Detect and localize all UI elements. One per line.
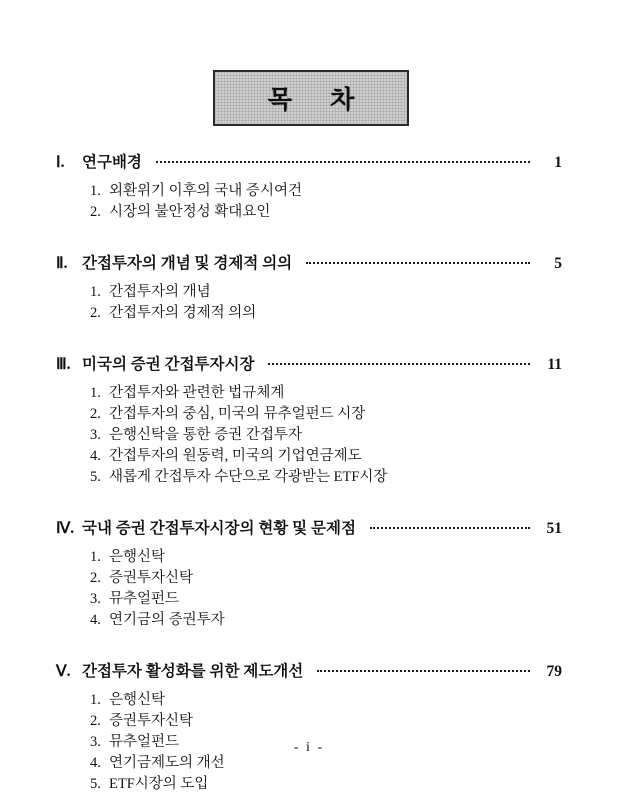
toc-sub-number: 2.	[90, 713, 101, 729]
toc-sub-number: 2.	[90, 406, 101, 422]
toc-sub-number: 3.	[90, 427, 101, 443]
toc-sub-number: 2.	[90, 570, 101, 586]
toc-chapter-number: Ⅱ.	[56, 255, 68, 272]
toc-sub-number: 1.	[90, 284, 101, 300]
spacer	[56, 330, 562, 350]
toc-chapter-heading[interactable]	[56, 516, 562, 538]
toc-entry	[56, 659, 562, 795]
toc-sub-number: 1.	[90, 385, 101, 401]
toc-sub-label: 연기금제도의 개선	[109, 755, 225, 771]
toc-sub-number: 2.	[90, 305, 101, 321]
list-item[interactable]	[90, 568, 562, 589]
toc-sub-label: 은행신탁	[109, 549, 166, 565]
toc-sub-number: 4.	[90, 612, 101, 628]
toc-sublist	[90, 282, 562, 324]
toc-chapter-heading[interactable]	[56, 251, 562, 273]
toc-entry	[56, 150, 562, 223]
toc-sub-label: 뮤추얼펀드	[109, 591, 180, 607]
toc-sub-number: 4.	[90, 448, 101, 464]
toc-chapter-title: 미국의 증권 간접투자시장	[82, 356, 255, 373]
toc-sub-label: 은행신탁을 통한 증권 간접투자	[109, 427, 302, 443]
list-item[interactable]	[90, 774, 562, 795]
toc-sub-label: 증권투자신탁	[109, 570, 194, 586]
toc-sub-number: 3.	[90, 734, 101, 750]
spacer	[56, 637, 562, 657]
toc-chapter-title: 연구배경	[82, 154, 142, 171]
list-item[interactable]	[90, 711, 562, 732]
toc-sublist	[90, 383, 562, 488]
toc-sub-label: 연기금의 증권투자	[109, 612, 225, 628]
toc-chapter-number: Ⅰ.	[56, 154, 65, 171]
toc-entry	[56, 516, 562, 631]
page-title: 목 차	[267, 87, 371, 114]
toc-chapter-title: 간접투자의 개념 및 경제적 의의	[82, 255, 293, 272]
toc-sublist	[90, 181, 562, 223]
list-item[interactable]	[90, 547, 562, 568]
toc-chapter-page: 79	[546, 663, 562, 680]
toc-sub-number: 1.	[90, 549, 101, 565]
table-of-contents	[56, 148, 562, 801]
toc-sublist	[90, 547, 562, 631]
list-item[interactable]	[90, 610, 562, 631]
toc-sub-label: ETF시장의 도입	[109, 776, 209, 792]
toc-chapter-title: 국내 증권 간접투자시장의 현황 및 문제점	[82, 520, 356, 537]
toc-leader-dots	[156, 153, 530, 167]
toc-leader-dots	[268, 355, 530, 369]
toc-chapter-number: Ⅴ.	[56, 663, 71, 680]
toc-sub-label: 시장의 불안정성 확대요인	[109, 204, 271, 220]
toc-entry	[56, 251, 562, 324]
toc-leader-dots	[370, 519, 530, 533]
toc-chapter-number: Ⅳ.	[56, 520, 75, 537]
spacer	[56, 229, 562, 249]
toc-chapter-heading[interactable]	[56, 352, 562, 374]
toc-leader-dots	[306, 254, 530, 268]
list-item[interactable]	[90, 589, 562, 610]
toc-sub-label: 간접투자의 원동력, 미국의 기업연금제도	[109, 448, 362, 464]
list-item[interactable]	[90, 383, 562, 404]
page-footer: - i -	[293, 740, 325, 755]
toc-entry	[56, 352, 562, 488]
toc-chapter-page: 1	[554, 154, 562, 171]
toc-chapter-heading[interactable]	[56, 659, 562, 681]
toc-chapter-page: 5	[554, 255, 562, 272]
list-item[interactable]	[90, 690, 562, 711]
toc-chapter-page: 11	[547, 356, 562, 373]
list-item[interactable]	[90, 303, 562, 324]
list-item[interactable]	[90, 282, 562, 303]
list-item[interactable]	[90, 202, 562, 223]
toc-sub-label: 증권투자신탁	[109, 713, 194, 729]
toc-sub-number: 5.	[90, 469, 101, 485]
toc-sub-label: 간접투자와 관련한 법규체계	[109, 385, 285, 401]
list-item[interactable]	[90, 425, 562, 446]
list-item[interactable]	[90, 446, 562, 467]
toc-sub-label: 새롭게 간접투자 수단으로 각광받는 ETF시장	[109, 469, 388, 485]
toc-sub-number: 1.	[90, 692, 101, 708]
toc-sub-label: 간접투자의 중심, 미국의 뮤추얼펀드 시장	[109, 406, 366, 422]
toc-chapter-number: Ⅲ.	[56, 356, 71, 373]
toc-sub-number: 3.	[90, 591, 101, 607]
toc-chapter-heading[interactable]	[56, 150, 562, 172]
list-item[interactable]	[90, 467, 562, 488]
toc-chapter-page: 51	[546, 520, 562, 537]
list-item[interactable]	[90, 753, 562, 774]
toc-sub-number: 4.	[90, 755, 101, 771]
toc-sub-label: 은행신탁	[109, 692, 166, 708]
toc-leader-dots	[317, 662, 530, 676]
toc-sub-number: 2.	[90, 204, 101, 220]
spacer	[56, 494, 562, 514]
toc-sub-number: 5.	[90, 776, 101, 792]
toc-sub-number: 1.	[90, 183, 101, 199]
list-item[interactable]	[90, 404, 562, 425]
toc-chapter-title: 간접투자 활성화를 위한 제도개선	[82, 663, 304, 680]
page-title-banner	[213, 70, 409, 126]
toc-sub-label: 뮤추얼펀드	[109, 734, 180, 750]
toc-sub-label: 외환위기 이후의 국내 증시여건	[109, 183, 302, 199]
toc-sub-label: 간접투자의 경제적 의의	[109, 305, 257, 321]
list-item[interactable]	[90, 181, 562, 202]
toc-sub-label: 간접투자의 개념	[109, 284, 211, 300]
